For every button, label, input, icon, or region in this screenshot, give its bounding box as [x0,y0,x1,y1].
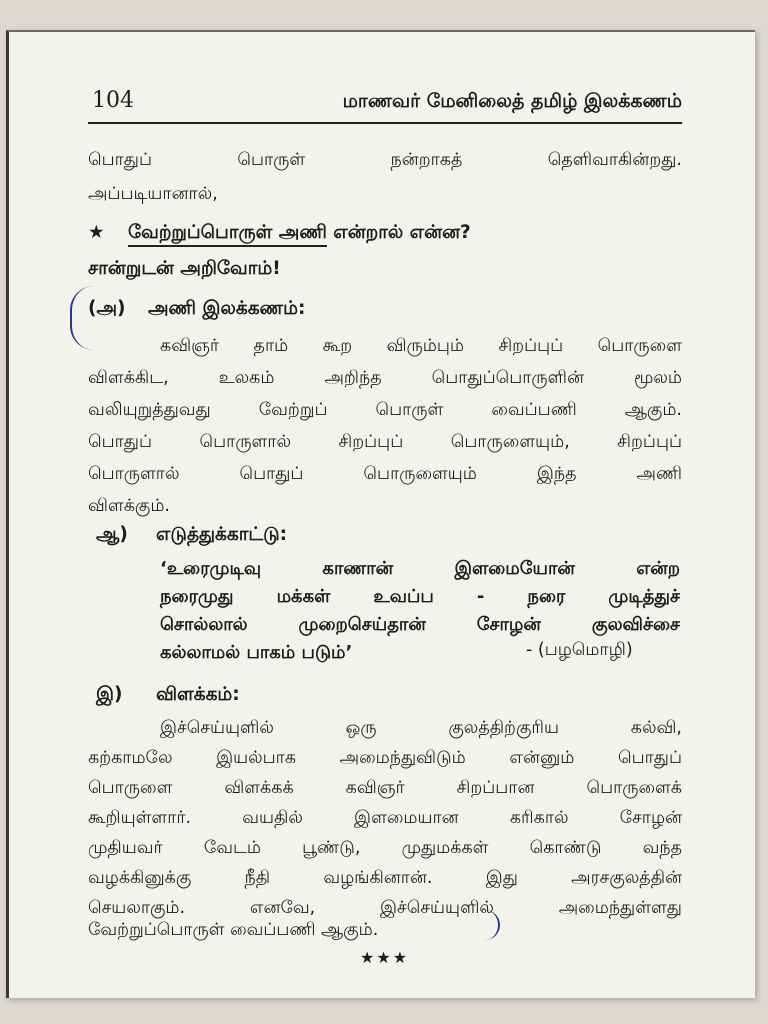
poem-line-2: நரைமுது மக்கள் உவப்ப - நரை முடித்துச் [160,586,680,607]
running-head: மாணவர் மேனிலைத் தமிழ் இலக்கணம் [342,90,682,112]
section-b-title: எடுத்துக்காட்டு: [156,524,288,545]
section-c-title: விளக்கம்: [156,684,240,705]
poem-line-3: சொல்லால் முறைசெய்தான் சோழன் குலவிச்சை [160,614,680,635]
end-stars: ★★★ [360,948,410,967]
section-a-line-1: கவிஞர் தாம் கூற விரும்பும் சிறப்புப் பொருளை [160,336,682,356]
section-c-heading [96,684,240,707]
page-header [88,82,682,124]
star-icon: ★ [88,222,105,243]
section-a-marker: (அ) [88,298,126,319]
poem-line-1: ‘உரைமுடிவு காணான் இளமையோன் என்ற [160,558,680,579]
intro-line-2: அப்படியானால், [88,184,218,204]
section-a-heading [88,298,305,321]
section-a-line-6: விளக்கும். [88,496,170,516]
section-b-marker: ஆ) [96,524,128,545]
section-a-title: அணி இலக்கணம்: [148,298,306,319]
question-topic: வேற்றுப்பொருள் அணி [128,222,327,247]
section-a-line-5: பொருளால் பொதுப் பொருளையும் இந்த அணி [88,464,682,484]
section-c-line-7: செயலாகும். எனவே, இச்செய்யுளில் அமைந்துள்ளது [88,898,682,918]
section-c-line-2: கற்காமலே இயல்பாக அமைந்துவிடும் என்னும் பொதுப் [88,748,682,768]
section-c-line-1: இச்செய்யுளில் ஒரு குலத்திற்குரிய கல்வி, [160,718,682,738]
section-a-line-4: பொதுப் பொருளால் சிறப்புப் பொருளையும், சிறப்புப் [88,432,682,452]
section-c-line-3: பொருளை விளக்கக் கவிஞர் சிறப்பான பொருளைக் [88,778,682,798]
section-a-line-3: வலியுறுத்துவது வேற்றுப் பொருள் வைப்பணி ஆகும். [88,400,682,420]
question-rest: என்றால் என்ன? [326,222,471,243]
intro-line-1: பொதுப் பொருள் நன்றாகத் தெளிவாகின்றது. [88,150,682,170]
question [88,222,682,245]
section-c-marker: இ) [96,684,123,705]
section-c-line-8: வேற்றுப்பொருள் வைப்பணி ஆகும். [88,920,379,940]
section-b-heading [96,524,287,547]
section-c-line-6: வழக்கினுக்கு நீதி வழங்கினான். இது அரசகுலத்தின் [88,868,682,888]
page-number: 104 [92,88,134,113]
section-a-line-2: விளக்கிட, உலகம் அறிந்த பொதுப்பொருளின் மூலம் [88,368,682,388]
section-c-line-4: கூறியுள்ளார். வயதில் இளமையான கரிகால் சோழன் [88,808,682,828]
section-c-line-5: முதியவர் வேடம் பூண்டு, முதுமக்கள் கொண்டு வந்த [88,838,682,858]
poem-line-4: கல்லாமல் பாகம் படும்’ [160,642,353,663]
question-line-2: சான்றுடன் அறிவோம்! [88,258,281,279]
poem-source: - (பழமொழி) [526,640,633,660]
